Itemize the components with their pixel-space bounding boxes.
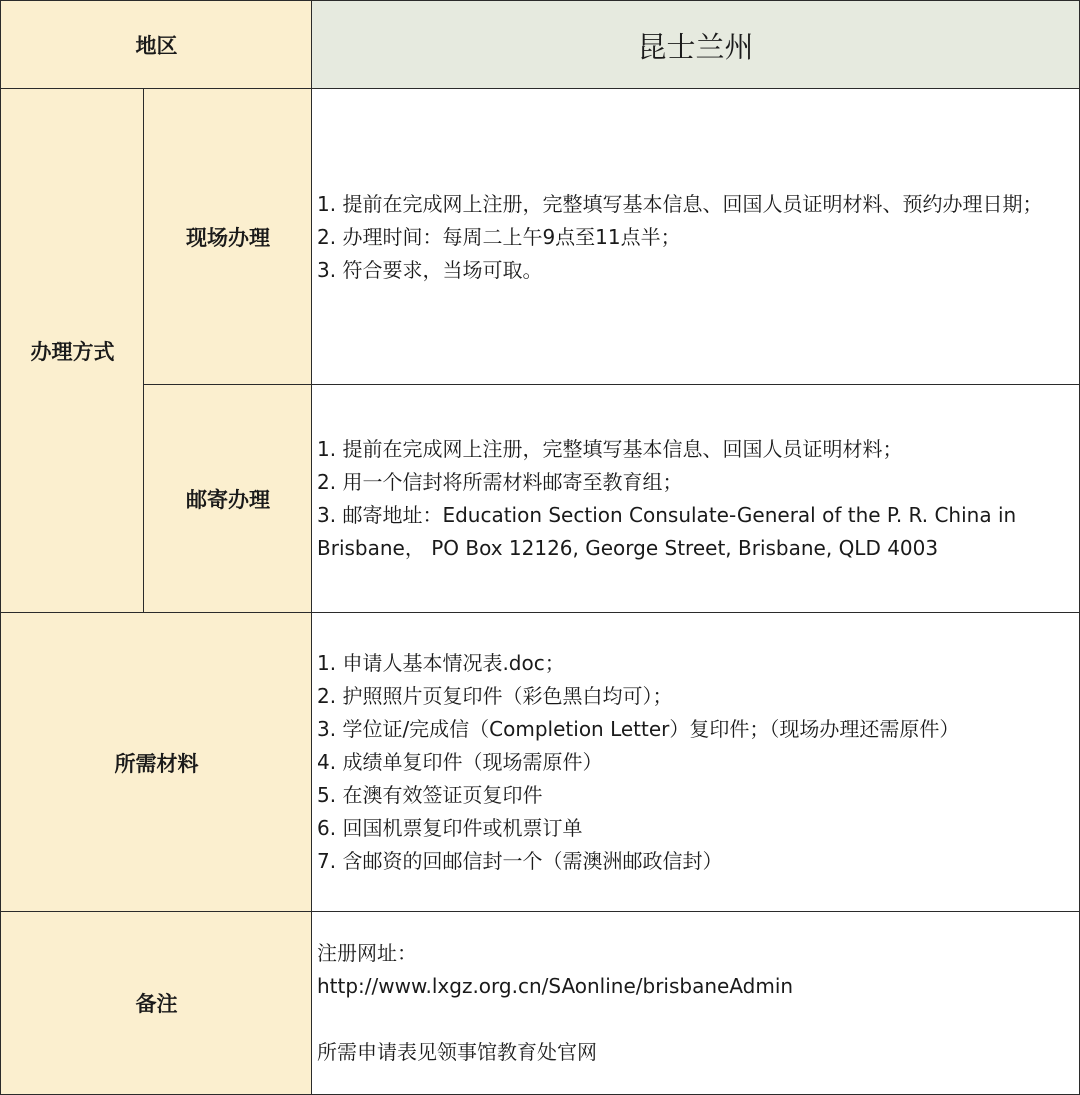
materials-line-1: 1. 申请人基本情况表.doc； — [317, 651, 565, 675]
mail-line-3: 3. 邮寄地址：Education Section Consulate-General of the P. R. China in Brisbane， PO Box 12126, George Street, Brisbane, QLD 4003 — [317, 503, 1023, 560]
region-value: 昆士兰州 — [637, 29, 754, 64]
onsite-content-cell — [311, 88, 1080, 386]
materials-label: 所需材料 — [114, 751, 199, 776]
onsite-line-3: 3. 符合要求，当场可取。 — [317, 257, 543, 282]
materials-line-4: 4. 成绩单复印件（现场需原件） — [317, 750, 603, 774]
materials-content-cell — [311, 612, 1080, 913]
materials-line-6: 6. 回国机票复印件或机票订单 — [317, 816, 583, 840]
onsite-label: 现场办理 — [186, 226, 270, 250]
notes-label-cell — [0, 911, 313, 1095]
region-label: 地区 — [135, 34, 178, 58]
notes-content-cell — [311, 911, 1080, 1095]
method-label-cell — [0, 88, 145, 614]
notes-label: 备注 — [135, 992, 178, 1016]
materials-line-2: 2. 护照照片页复印件（彩色黑白均可）； — [317, 684, 673, 708]
onsite-label-cell — [143, 88, 313, 386]
spacer — [317, 1003, 1075, 1036]
mail-line-2: 2. 用一个信封将所需材料邮寄至教育组； — [317, 470, 683, 494]
materials-line-5: 5. 在澳有效签证页复印件 — [317, 783, 543, 807]
onsite-line-1: 1. 提前在完成网上注册，完整填写基本信息、回国人员证明材料、预约办理日期； — [317, 191, 1043, 216]
region-value-cell — [311, 0, 1080, 90]
materials-line-3: 3. 学位证/完成信（Completion Letter）复印件；（现场办理还需原件） — [317, 717, 960, 741]
materials-line-7: 7. 含邮资的回邮信封一个（需澳洲邮政信封） — [317, 849, 723, 873]
onsite-line-2: 2. 办理时间：每周二上午9点至11点半； — [317, 224, 681, 249]
region-header-cell — [0, 0, 313, 90]
forms-note: 所需申请表见领事馆教育处官网 — [317, 1040, 597, 1064]
mail-label-cell — [143, 384, 313, 614]
mail-label: 邮寄办理 — [186, 488, 270, 512]
register-label: 注册网址： — [317, 941, 417, 965]
method-label: 办理方式 — [30, 340, 115, 364]
mail-content-cell — [311, 384, 1080, 614]
register-url-link[interactable]: http://www.lxgz.org.cn/SAonline/brisbaneAdmin — [317, 974, 794, 998]
mail-line-1: 1. 提前在完成网上注册，完整填写基本信息、回国人员证明材料； — [317, 437, 903, 461]
materials-label-cell — [0, 612, 313, 913]
